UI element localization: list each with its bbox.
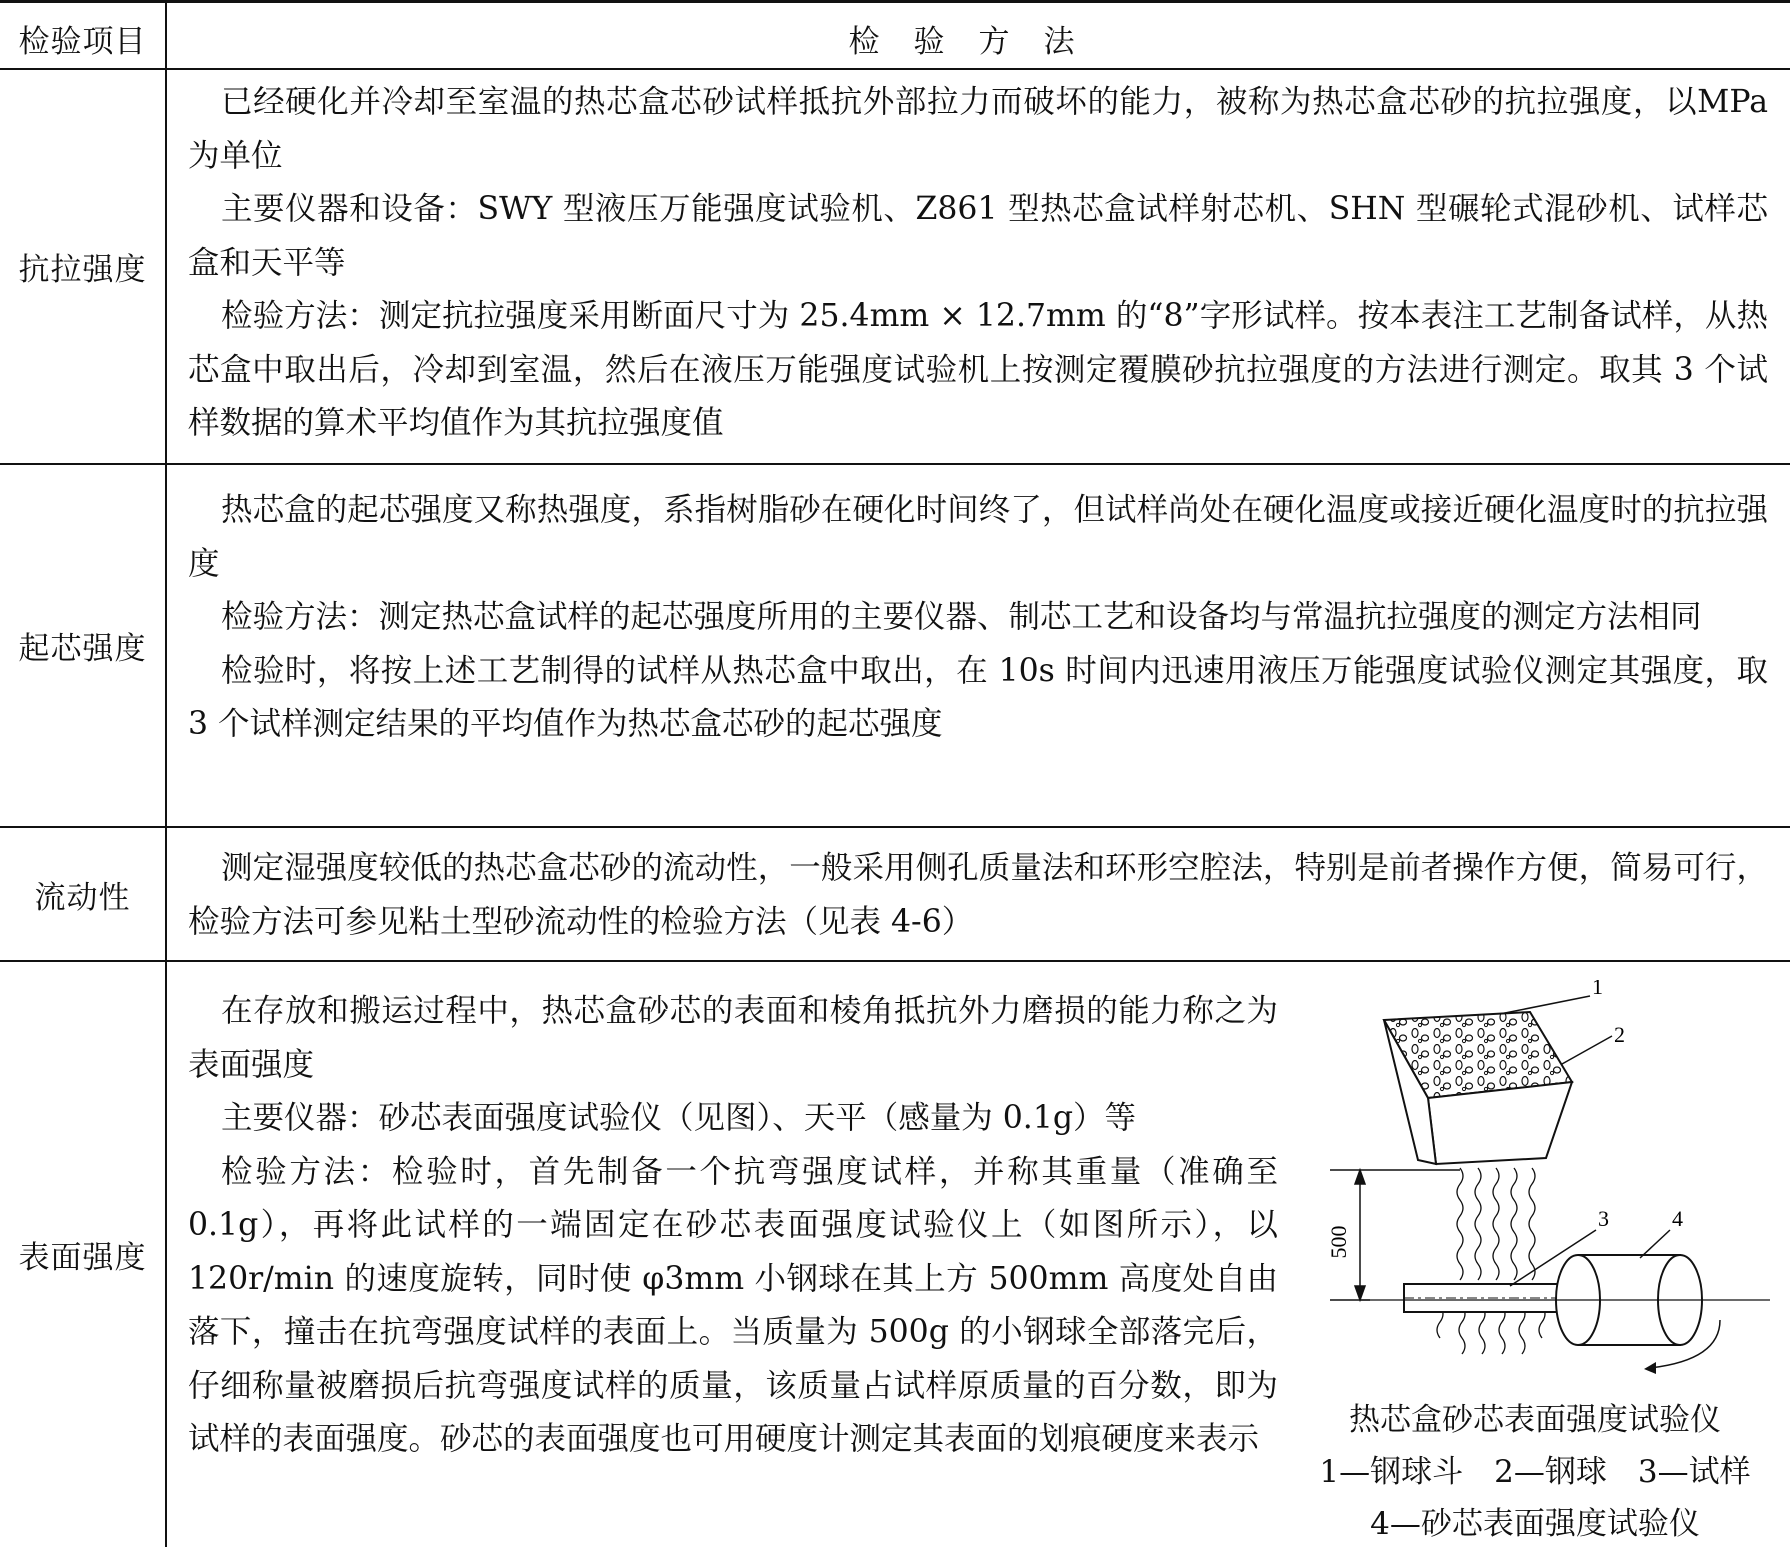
- row-content-flowability: [188, 842, 1768, 949]
- callout-3: 3: [1598, 1206, 1609, 1231]
- row-label-stripping: 起芯强度: [18, 631, 147, 667]
- falling-steel-balls: [1437, 1168, 1545, 1354]
- row-divider: [0, 463, 1790, 465]
- figure-caption-legend: 4—砂芯表面强度试验仪: [1370, 1506, 1700, 1542]
- header-method: 检验方法: [848, 23, 1109, 60]
- callout-1: 1: [1592, 980, 1603, 999]
- figure-caption-legend: 1—钢球斗 2—钢球 3—试样: [1319, 1454, 1751, 1490]
- row-label-tensile: 抗拉强度: [18, 252, 147, 288]
- tester-cylinder: [1360, 1255, 1770, 1374]
- row-content-surface: [188, 985, 1278, 1467]
- row-content-tensile: [188, 76, 1768, 451]
- surface-strength-tester-diagram: [1300, 980, 1780, 1380]
- row-divider: [0, 826, 1790, 828]
- row-label-surface: 表面强度: [18, 1240, 147, 1276]
- header-bottom-rule: [0, 68, 1790, 70]
- paragraph: 已经硬化并冷却至室温的热芯盒芯砂试样抵抗外部拉力而破坏的能力，被称为热芯盒芯砂的抗拉强度，以MPa为单位: [188, 84, 1768, 174]
- row-content-stripping: [188, 484, 1768, 752]
- figure-caption-title: 热芯盒砂芯表面强度试验仪: [1349, 1402, 1721, 1438]
- paragraph: 检验时，将按上述工艺制得的试样从热芯盒中取出，在 10s 时间内迅速用液压万能强度试验仪测定其强度，取 3 个试样测定结果的平均值作为热芯盒芯砂的起芯强度: [188, 652, 1768, 742]
- paragraph: 测定湿强度较低的热芯盒芯砂的流动性，一般采用侧孔质量法和环形空腔法，特别是前者操作方便，简易可行，检验方法可参见粘土型砂流动性的检验方法（见表 4-6）: [188, 850, 1768, 940]
- paragraph: 主要仪器：砂芯表面强度试验仪（见图）、天平（感量为 0.1g）等: [221, 1100, 1137, 1136]
- header-item: 检验项目: [18, 23, 147, 60]
- paragraph: 检验方法：检验时，首先制备一个抗弯强度试样，并称其重量（准确至 0.1g），再将此试样的一端固定在砂芯表面强度试验仪上（如图所示），以 120r/min 的速度旋转，同时使 φ3mm 小钢球在其上方 500mm 高度处自由落下，撞击在抗弯强度试样的表面上。当质量为 500g 的小钢球全部落完后，仔细称量被磨损后抗弯强度试样的质量，该质量占试样原质量的百分数，即为试样的表面强度。砂芯的表面强度也可用硬度计测定其表面的划痕硬度来表示: [188, 1153, 1278, 1457]
- paragraph: 检验方法：测定热芯盒试样的起芯强度所用的主要仪器、制芯工艺和设备均与常温抗拉强度的测定方法相同: [221, 599, 1702, 635]
- row-label-flowability: 流动性: [34, 879, 131, 916]
- callout-4: 4: [1672, 1206, 1683, 1231]
- paragraph: 检验方法：测定抗拉强度采用断面尺寸为 25.4mm × 12.7mm 的“8”字形试样。按本表注工艺制备试样，从热芯盒中取出后，冷却到室温，然后在液压万能强度试验机上按测定覆膜砂抗拉强度的方法进行测定。取其 3 个试样数据的算术平均值作为其抗拉强度值: [188, 298, 1768, 441]
- paragraph: 热芯盒的起芯强度又称热强度，系指树脂砂在硬化时间终了，但试样尚处在硬化温度或接近硬化温度时的抗拉强度: [188, 492, 1768, 582]
- paragraph: 主要仪器和设备：SWY 型液压万能强度试验机、Z861 型热芯盒试样射芯机、SHN 型碾轮式混砂机、试样芯盒和天平等: [188, 191, 1768, 281]
- ball-hopper: [1384, 1012, 1572, 1164]
- dimension-label: 500: [1326, 1225, 1351, 1259]
- paragraph: 在存放和搬运过程中，热芯盒砂芯的表面和棱角抵抗外力磨损的能力称之为表面强度: [188, 993, 1278, 1083]
- table-top-rule: [0, 0, 1790, 3]
- row-divider: [0, 960, 1790, 962]
- callout-2: 2: [1614, 1022, 1625, 1047]
- column-divider: [165, 0, 167, 1547]
